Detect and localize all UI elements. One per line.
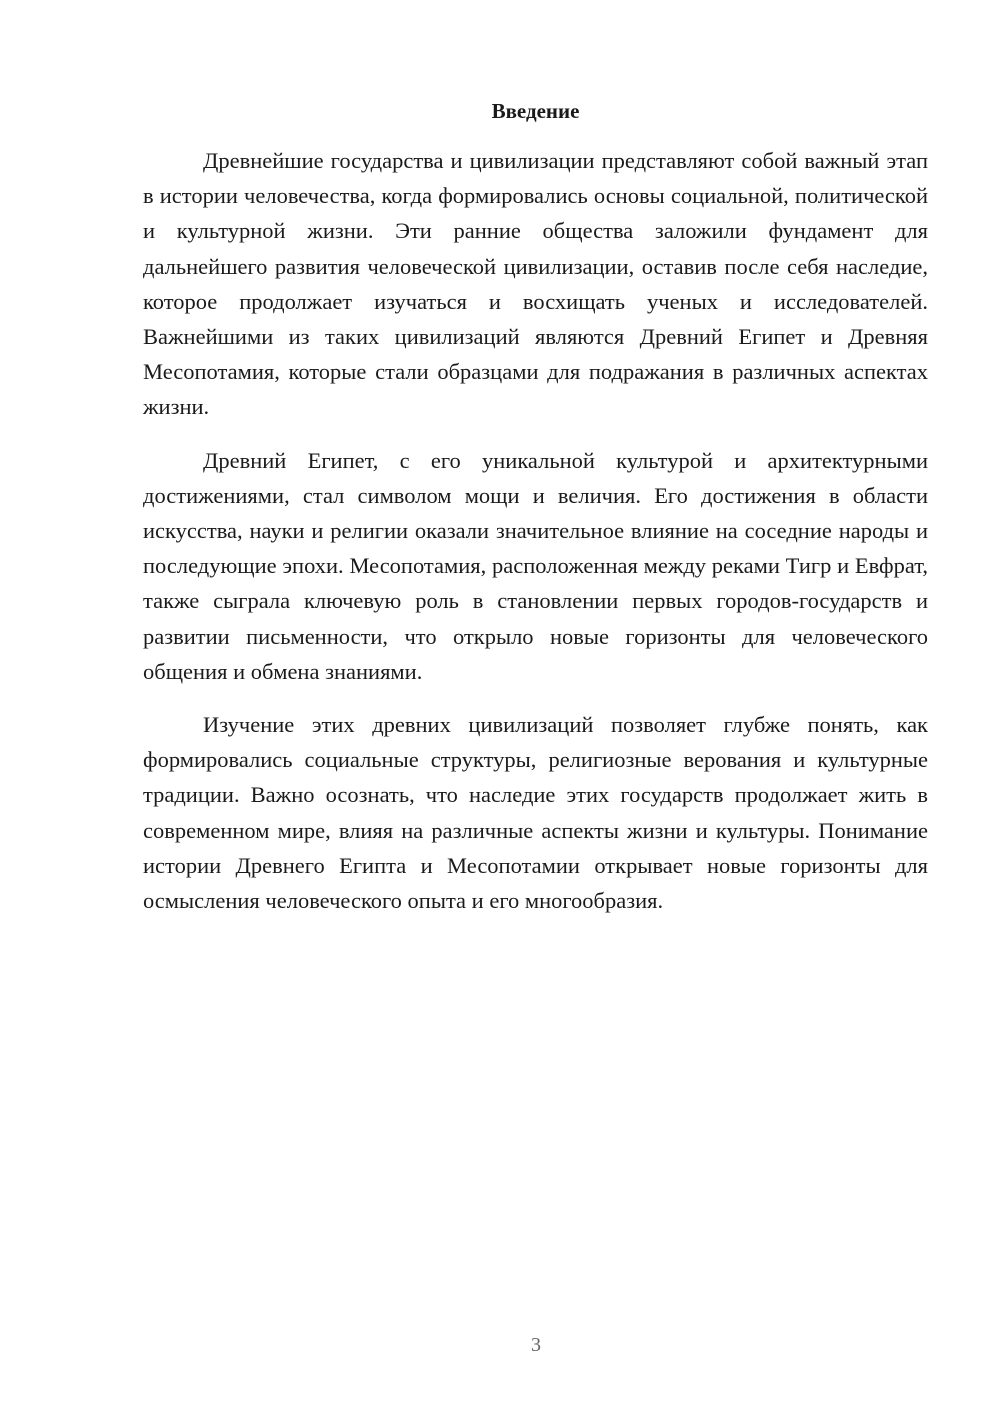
paragraph-3: Изучение этих древних цивилизаций позволяет глубже понять, как формировались социальные структуры, религиозные верования и культурные традиции. Важно осознать, что наследие этих государств продолжает жить в современном мире, влияя на различные аспекты жизни и культуры. Понимание истории Древнего Египта и Месопотамии открывает новые горизонты для осмысления человеческого опыта и его многообразия. bbox=[143, 712, 928, 914]
paragraph-1: Древнейшие государства и цивилизации представляют собой важный этап в истории человечества, когда формировались основы социальной, политической и культурной жизни. Эти ранние общества заложили фундамент для дальнейшего развития человеческой цивилизации, оставив после себя наследие, которое продолжает изучаться и восхищать ученых и исследователей. Важнейшими из таких цивилизаций являются Древний Египет и Древняя Месопотамия, которые стали образцами для подражания в различных аспектах жизни. bbox=[143, 148, 928, 420]
page-number: 3 bbox=[531, 1334, 541, 1356]
paragraph-2: Древний Египет, с его уникальной культурой и архитектурными достижениями, стал символом мощи и величия. Его достижения в области искусства, науки и религии оказали значительное влияние на соседние народы и последующие эпохи. Месопотамия, расположенная между реками Тигр и Евфрат, также сыграла ключевую роль в становлении первых городов-государств и развитии письменности, что открыло новые горизонты для человеческого общения и обмена знаниями. bbox=[143, 447, 928, 684]
body-text bbox=[143, 143, 928, 936]
page-title: Введение bbox=[491, 99, 580, 123]
